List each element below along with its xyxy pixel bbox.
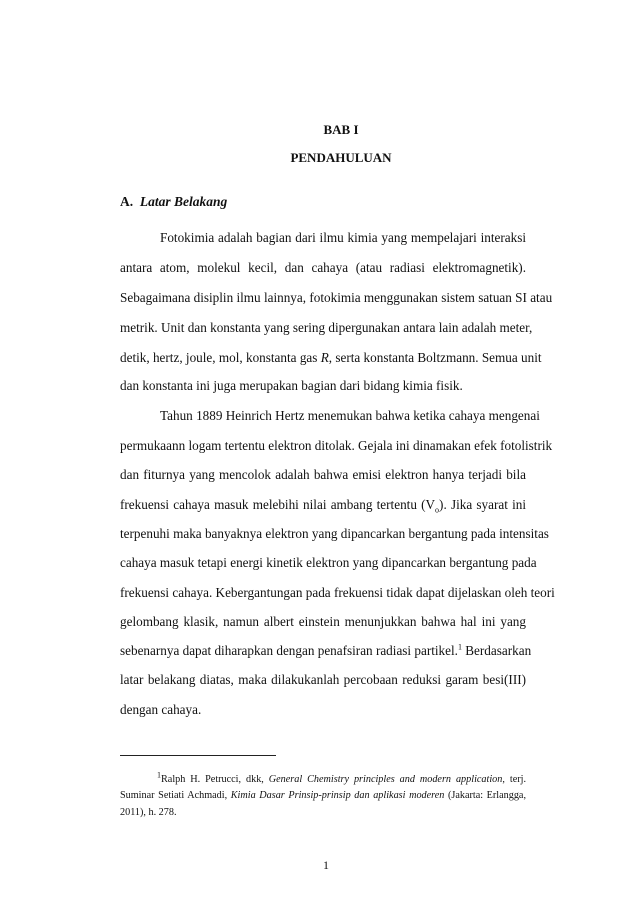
chapter-number: BAB I — [323, 122, 359, 137]
body-line: Fotokimia adalah bagian dari ilmu kimia yang mempelajari interaksi — [160, 230, 526, 245]
body-text-span: frekuensi cahaya masuk melebihi nilai ambang tertentu (V — [120, 497, 436, 512]
body-line: gelombang klasik, namun albert einstein menunjukkan bahwa hal ini yang — [120, 614, 526, 629]
body-line — [120, 497, 526, 513]
body-line: frekuensi cahaya. Kebergantungan pada frekuensi tidak dapat dijelaskan oleh teori — [120, 585, 555, 600]
section-marker: A. — [120, 194, 134, 209]
body-line: dan konstanta ini juga merupakan bagian dari bidang kimia fisik. — [120, 378, 463, 393]
body-line: latar belakang diatas, maka dilakukanlah percobaan reduksi garam besi(III) — [120, 672, 526, 687]
footnote-text: Ralph H. Petrucci, dkk, — [161, 774, 269, 785]
body-line: dan fiturnya yang mencolok adalah bahwa emisi elektron hanya terjadi bila — [120, 467, 526, 482]
body-line: antara atom, molekul kecil, dan cahaya (atau radiasi elektromagnetik). — [120, 260, 526, 275]
body-line: Tahun 1889 Heinrich Hertz menemukan bahwa ketika cahaya mengenai — [160, 408, 540, 423]
body-line: terpenuhi maka banyaknya elektron yang dipancarkan bergantung pada intensitas — [120, 526, 549, 541]
footnote-reference: 1 — [457, 642, 462, 652]
footnote-line — [120, 790, 526, 801]
gas-constant-symbol: R — [320, 350, 329, 365]
subscript: o — [435, 505, 440, 515]
footnote-line: 2011), h. 278. — [120, 807, 177, 818]
body-line: dengan cahaya. — [120, 702, 202, 717]
footnote-book-title: General Chemistry principles and modern application — [268, 774, 503, 785]
footnote-marker: 1 — [157, 770, 161, 780]
body-text-span: sebenarnya dapat diharapkan dengan penafsiran radiasi partikel. — [120, 643, 458, 658]
footnote-text: (Jakarta: Erlangga, — [444, 790, 526, 801]
body-line: cahaya masuk tetapi energi kinetik elektron yang dipancarkan bergantung pada — [120, 555, 537, 570]
body-text-span: ). Jika syarat ini — [439, 497, 526, 512]
section-heading — [120, 194, 227, 210]
footnote-text: , terj. — [502, 774, 526, 785]
footnote-book-title: Kimia Dasar Prinsip-prinsip dan aplikasi moderen — [230, 790, 445, 801]
body-line: Sebagaimana disiplin ilmu lainnya, fotokimia menggunakan sistem satuan SI atau — [120, 290, 553, 305]
footnote-separator — [120, 755, 276, 756]
footnote-line — [157, 770, 526, 785]
body-text-span: , serta konstanta Boltzmann. Semua unit — [328, 350, 542, 365]
body-line: metrik. Unit dan konstanta yang sering dipergunakan antara lain adalah meter, — [120, 320, 533, 335]
chapter-title: PENDAHULUAN — [290, 150, 392, 165]
body-text-span: detik, hertz, joule, mol, konstanta gas — [120, 350, 321, 365]
footnote-text: Suminar Setiati Achmadi, — [120, 790, 231, 801]
body-line: permukaann logam tertentu elektron ditolak. Gejala ini dinamakan efek fotolistrik — [120, 438, 553, 453]
body-line — [120, 642, 532, 659]
section-title: Latar Belakang — [139, 194, 228, 209]
page-number: 1 — [323, 858, 329, 872]
body-line — [120, 350, 542, 366]
body-text-span: Berdasarkan — [461, 643, 532, 658]
